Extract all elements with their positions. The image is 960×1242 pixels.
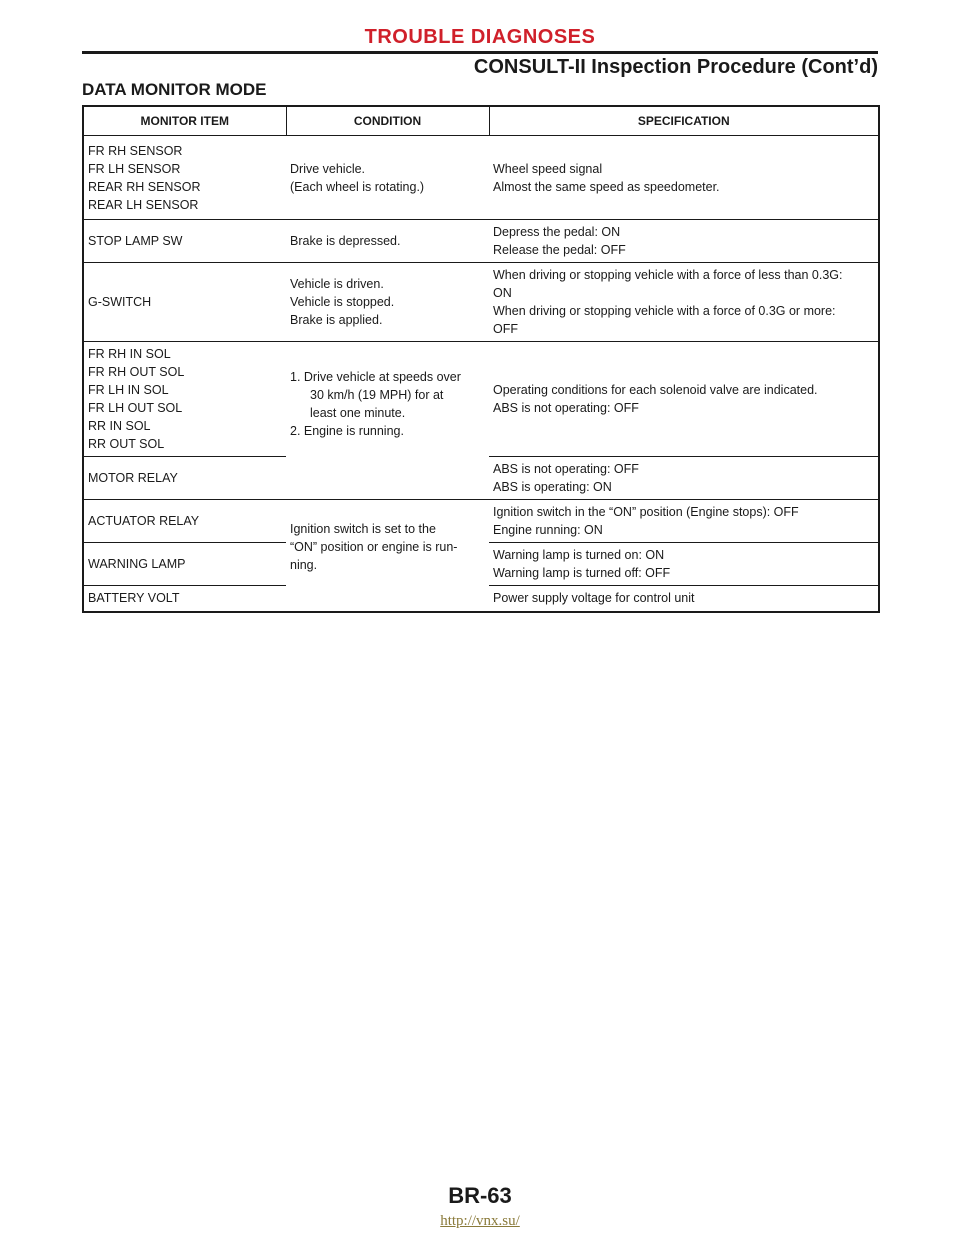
- cell-line: Depress the pedal: ON: [493, 225, 621, 239]
- condition-cell: [286, 263, 489, 342]
- condition-cell: [286, 500, 489, 612]
- specification-cell: [489, 342, 879, 457]
- cell-line: 30 km/h (19 MPH) for at: [310, 388, 444, 402]
- cell-line: OFF: [493, 322, 518, 336]
- cell-line: Warning lamp is turned on: ON: [493, 548, 665, 562]
- section-header: TROUBLE DIAGNOSES: [364, 26, 596, 48]
- cell-line: ACTUATOR RELAY: [88, 514, 200, 528]
- cell-line: 1. Drive vehicle at speeds over: [290, 370, 461, 384]
- cell-line: Brake is applied.: [290, 313, 383, 327]
- cell-line: G-SWITCH: [88, 295, 152, 309]
- cell-line: Operating conditions for each solenoid valve are indicated.: [493, 383, 818, 397]
- cell-line: (Each wheel is rotating.): [290, 179, 425, 194]
- cell-line: REAR RH SENSOR: [88, 179, 201, 194]
- cell-line: WARNING LAMP: [88, 557, 186, 571]
- section-title: DATA MONITOR MODE: [82, 80, 267, 99]
- specification-cell: [489, 500, 879, 543]
- table-row: [83, 220, 879, 263]
- monitor-item-cell: [83, 263, 286, 342]
- specification-cell: [489, 263, 879, 342]
- table-row: [83, 342, 879, 457]
- monitor-item-cell: [83, 457, 286, 500]
- cell-line: Warning lamp is turned off: OFF: [493, 566, 671, 580]
- cell-line: FR RH SENSOR: [88, 143, 183, 158]
- cell-line: Ignition switch in the “ON” position (Engine stops): OFF: [493, 505, 799, 519]
- cell-line: BATTERY VOLT: [88, 591, 180, 606]
- monitor-item-cell: [83, 342, 286, 457]
- table-row: [83, 500, 879, 543]
- data-monitor-table: [82, 105, 880, 613]
- cell-line: REAR LH SENSOR: [88, 197, 199, 212]
- specification-cell: [489, 136, 879, 220]
- cell-line: FR LH SENSOR: [88, 161, 181, 176]
- page-number: BR-63: [448, 1183, 512, 1208]
- cell-line: ON: [493, 286, 512, 300]
- cell-line: FR LH OUT SOL: [88, 401, 183, 415]
- cell-line: STOP LAMP SW: [88, 234, 183, 248]
- cell-line: FR RH OUT SOL: [88, 365, 185, 379]
- condition-cell: [286, 220, 489, 263]
- cell-line: 2. Engine is running.: [290, 424, 404, 438]
- column-header: MONITOR ITEM: [83, 106, 286, 136]
- specification-cell: [489, 543, 879, 586]
- cell-line: ABS is operating: ON: [493, 480, 612, 494]
- cell-line: Engine running: ON: [493, 523, 603, 537]
- cell-line: ABS is not operating: OFF: [493, 401, 639, 415]
- cell-line: Power supply voltage for control unit: [493, 591, 695, 606]
- cell-line: least one minute.: [310, 406, 406, 420]
- monitor-item-cell: [83, 543, 286, 586]
- cell-line: Drive vehicle.: [290, 161, 366, 176]
- cell-line: Vehicle is stopped.: [290, 295, 395, 309]
- page-title: CONSULT-II Inspection Procedure (Cont’d): [473, 56, 878, 78]
- column-header: SPECIFICATION: [489, 106, 879, 136]
- cell-line: ning.: [290, 557, 318, 572]
- cell-line: Almost the same speed as speedometer.: [493, 179, 720, 194]
- specification-cell: [489, 220, 879, 263]
- specification-cell: [489, 586, 879, 612]
- cell-line: FR LH IN SOL: [88, 383, 169, 397]
- condition-cell: [286, 342, 489, 500]
- monitor-item-cell: [83, 586, 286, 612]
- cell-line: Release the pedal: OFF: [493, 243, 626, 257]
- condition-cell: [286, 136, 489, 220]
- header-rule: [82, 51, 878, 54]
- monitor-item-cell: [83, 220, 286, 263]
- column-header: CONDITION: [286, 106, 489, 136]
- cell-line: RR OUT SOL: [88, 437, 165, 451]
- table-header-row: [83, 106, 879, 136]
- cell-line: FR RH IN SOL: [88, 347, 171, 361]
- cell-line: ABS is not operating: OFF: [493, 462, 639, 476]
- cell-line: “ON” position or engine is run-: [290, 539, 458, 554]
- cell-line: MOTOR RELAY: [88, 471, 178, 485]
- table-row: [83, 263, 879, 342]
- monitor-item-cell: [83, 500, 286, 543]
- cell-line: RR IN SOL: [88, 419, 151, 433]
- cell-line: Wheel speed signal: [493, 161, 603, 176]
- table-row: [83, 136, 879, 220]
- cell-line: When driving or stopping vehicle with a force of less than 0.3G:: [493, 268, 843, 282]
- specification-cell: [489, 457, 879, 500]
- cell-line: Brake is depressed.: [290, 234, 401, 248]
- monitor-item-cell: [83, 136, 286, 220]
- source-link[interactable]: http://vnx.su/: [440, 1213, 520, 1229]
- cell-line: Vehicle is driven.: [290, 277, 384, 291]
- cell-line: Ignition switch is set to the: [290, 521, 436, 536]
- cell-line: When driving or stopping vehicle with a force of 0.3G or more:: [493, 304, 836, 318]
